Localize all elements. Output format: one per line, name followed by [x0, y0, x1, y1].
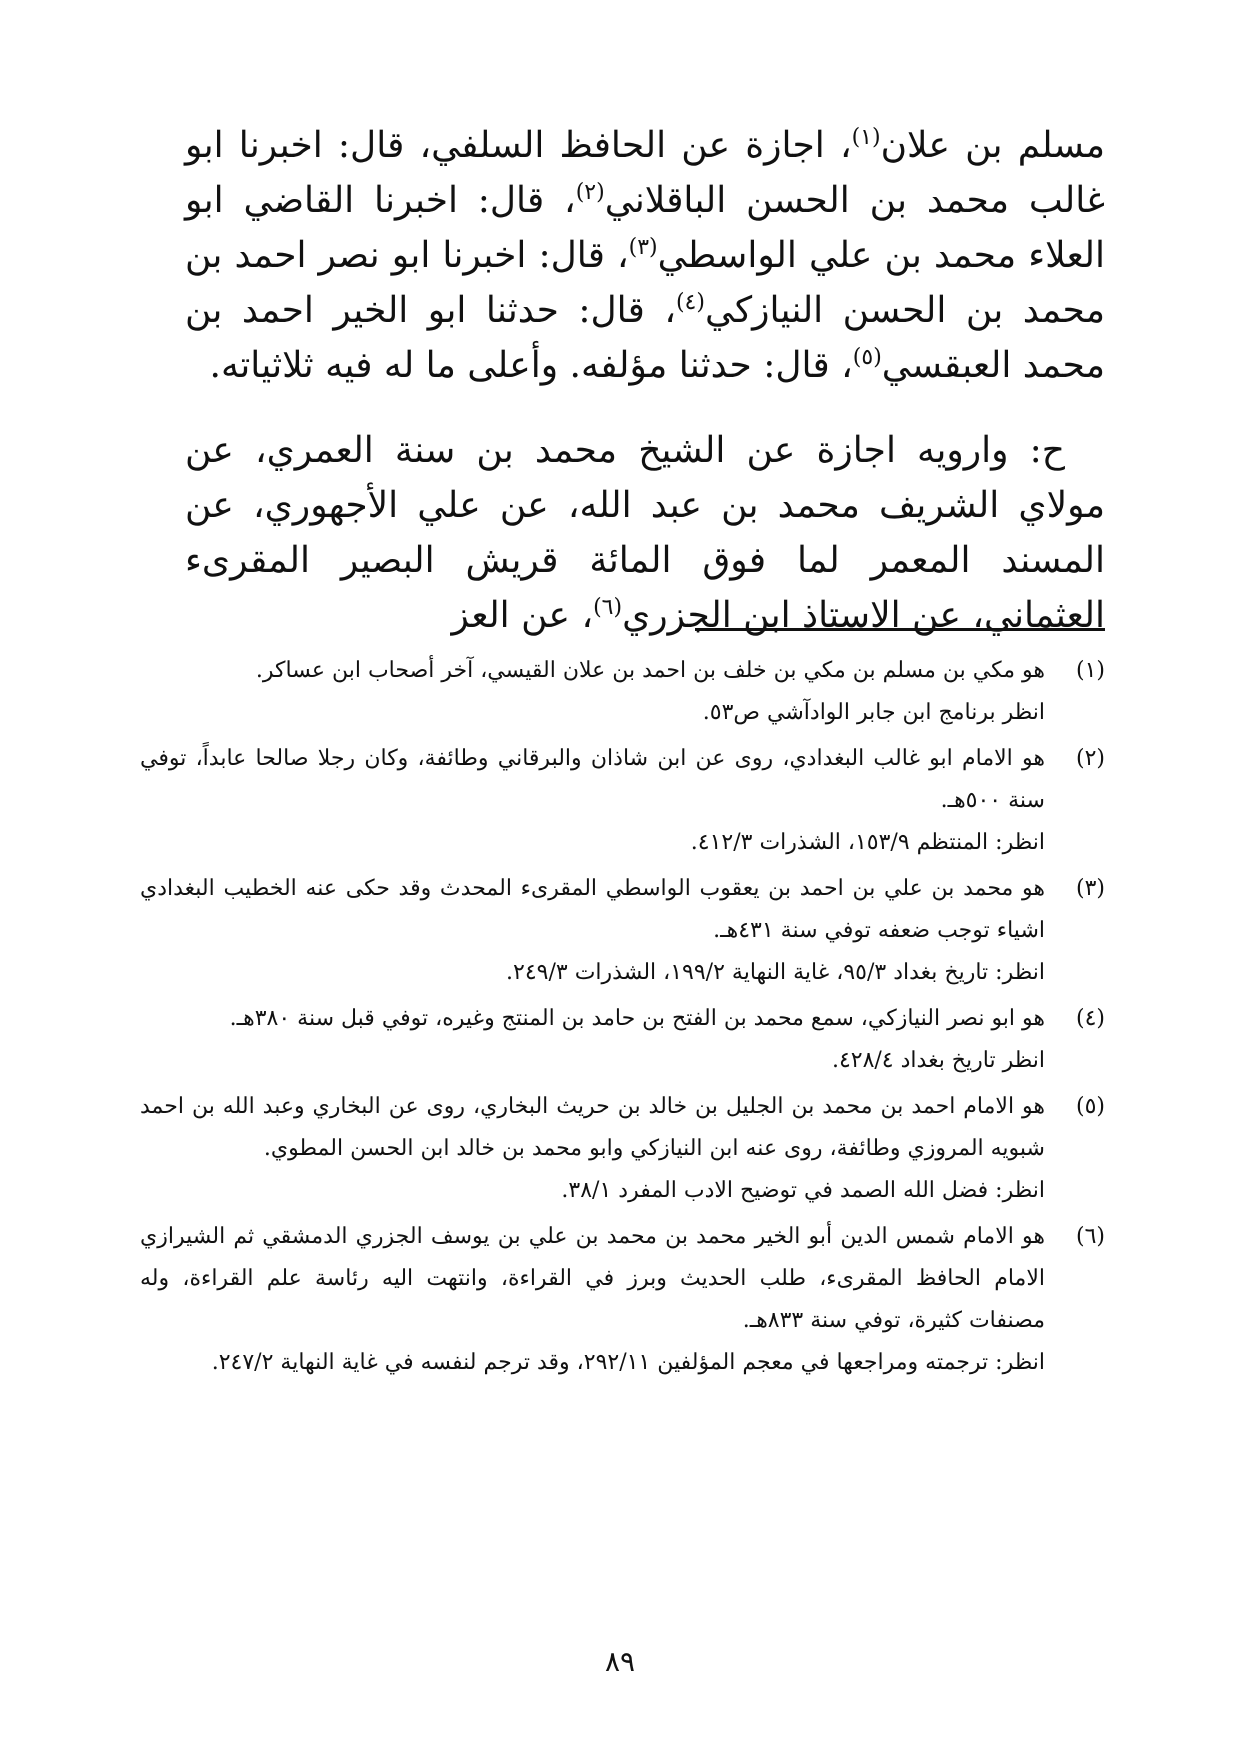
footnote-separator	[695, 628, 1105, 631]
footnote	[140, 1086, 1105, 1212]
footnote-number: (٢)	[1075, 746, 1105, 771]
footnote-reference: انظر: تاريخ بغداد ٩٥/٣، غاية النهاية ١٩٩/٢، الشذرات ٢٤٩/٣.	[506, 960, 1045, 985]
main-paragraph-1	[185, 118, 1105, 393]
footnote-number: (١)	[1075, 658, 1105, 683]
footnote-body	[140, 998, 1045, 1082]
main-text-segment: ، اجازة عن الحافظ السلفي، قال: اخبرنا ابو غالب محمد بن الحسن الباقلاني	[185, 125, 1105, 221]
footnote-body	[140, 650, 1045, 734]
footnote	[140, 998, 1105, 1082]
footnote-marker-1[interactable]: (١)	[851, 125, 881, 150]
footnote-text: هو ابو نصر النيازكي، سمع محمد بن الفتح بن حامد بن المنتج وغيره، توفي قبل سنة ٣٨٠هـ.	[229, 1006, 1045, 1031]
footnote-text: هو الامام شمس الدين أبو الخير محمد بن محمد بن علي بن يوسف الجزري الدمشقي ثم الشيرازي الامام الحافظ المقرىء، طلب الحديث وبرز في القراءة، وانتهت اليه رئاسة علم القراءة، وله مصنفات كثيرة، توفي سنة ٨٣٣هـ.	[140, 1224, 1045, 1333]
main-text-segment: ، قال: اخبرنا ابو نصر احمد بن محمد بن الحسن النيازكي	[185, 235, 1106, 331]
footnote-reference: انظر تاريخ بغداد ٤٢٨/٤.	[831, 1048, 1045, 1073]
footnote-body	[140, 1216, 1045, 1384]
footnote-body	[140, 868, 1045, 994]
footnote-body	[140, 1086, 1045, 1212]
main-text-segment: ، عن العز	[451, 595, 594, 636]
footnote-marker-6[interactable]: (٦)	[593, 595, 623, 620]
main-text-segment: ، قال: حدثنا ابو الخير احمد بن محمد العبقسي	[185, 290, 1105, 386]
footnote-marker-2[interactable]: (٢)	[575, 180, 605, 205]
footnote-number: (٤)	[1075, 1006, 1105, 1031]
footnote-reference: انظر: فضل الله الصمد في توضيح الادب المفرد ٣٨/١.	[561, 1178, 1045, 1203]
page-number: ٨٩	[604, 1645, 636, 1678]
footnote	[140, 868, 1105, 994]
main-paragraph-2	[185, 423, 1105, 643]
footnote-body	[140, 738, 1045, 864]
main-text-segment: مسلم بن علان	[880, 125, 1105, 166]
main-text-segment: ، قال: اخبرنا القاضي ابو العلاء محمد بن علي الواسطي	[185, 180, 1105, 276]
footnote-text: هو الامام ابو غالب البغدادي، روى عن ابن شاذان والبرقاني وطائفة، وكان رجلا صالحا عابداً، توفي سنة ٥٠٠هـ.	[140, 746, 1045, 813]
footnote-marker-3[interactable]: (٣)	[628, 235, 658, 260]
footnotes	[140, 650, 1105, 1388]
footnote	[140, 738, 1105, 864]
footnote-number: (٦)	[1075, 1224, 1105, 1249]
footnote	[140, 1216, 1105, 1384]
footnote-reference: انظر: ترجمته ومراجعها في معجم المؤلفين ٢٩٢/١١، وقد ترجم لنفسه في غاية النهاية ٢٤٧/٢.	[211, 1350, 1045, 1375]
footnote-marker-5[interactable]: (٥)	[852, 345, 882, 370]
footnote-number: (٥)	[1075, 1094, 1105, 1119]
main-text-segment: ، قال: حدثنا مؤلفه. وأعلى ما له فيه ثلاثياته.	[209, 345, 853, 386]
footnote-text: هو مكي بن مسلم بن مكي بن خلف بن احمد بن علان القيسي، آخر أصحاب ابن عساكر.	[255, 658, 1045, 683]
footnote-number: (٣)	[1075, 876, 1105, 901]
footnote	[140, 650, 1105, 734]
footnote-reference: انظر برنامج ابن جابر الوادآشي ص٥٣.	[702, 700, 1045, 725]
main-text-segment: ح: وارويه اجازة عن الشيخ محمد بن سنة العمري، عن مولاي الشريف محمد بن عبد الله، عن علي الأجهوري، عن المسند المعمر لما فوق المائة قريش البصير المقرىء العثماني، عن الاستاذ ابن الجزري	[185, 430, 1105, 636]
footnote-marker-4[interactable]: (٤)	[675, 290, 705, 315]
footnote-text: هو الامام احمد بن محمد بن الجليل بن خالد بن حريث البخاري، روى عن البخاري وعبد الله بن احمد شبويه المروزي وطائفة، روى عنه ابن النيازكي وابو محمد بن خالد ابن الحسن المطوي.	[140, 1094, 1045, 1161]
footnote-text: هو محمد بن علي بن احمد بن يعقوب الواسطي المقرىء المحدث وقد حكى عنه الخطيب البغدادي اشياء توجب ضعفه توفي سنة ٤٣١هـ.	[140, 876, 1045, 943]
footnote-reference: انظر: المنتظم ١٥٣/٩، الشذرات ٤١٢/٣.	[690, 830, 1045, 855]
main-text	[185, 118, 1105, 643]
